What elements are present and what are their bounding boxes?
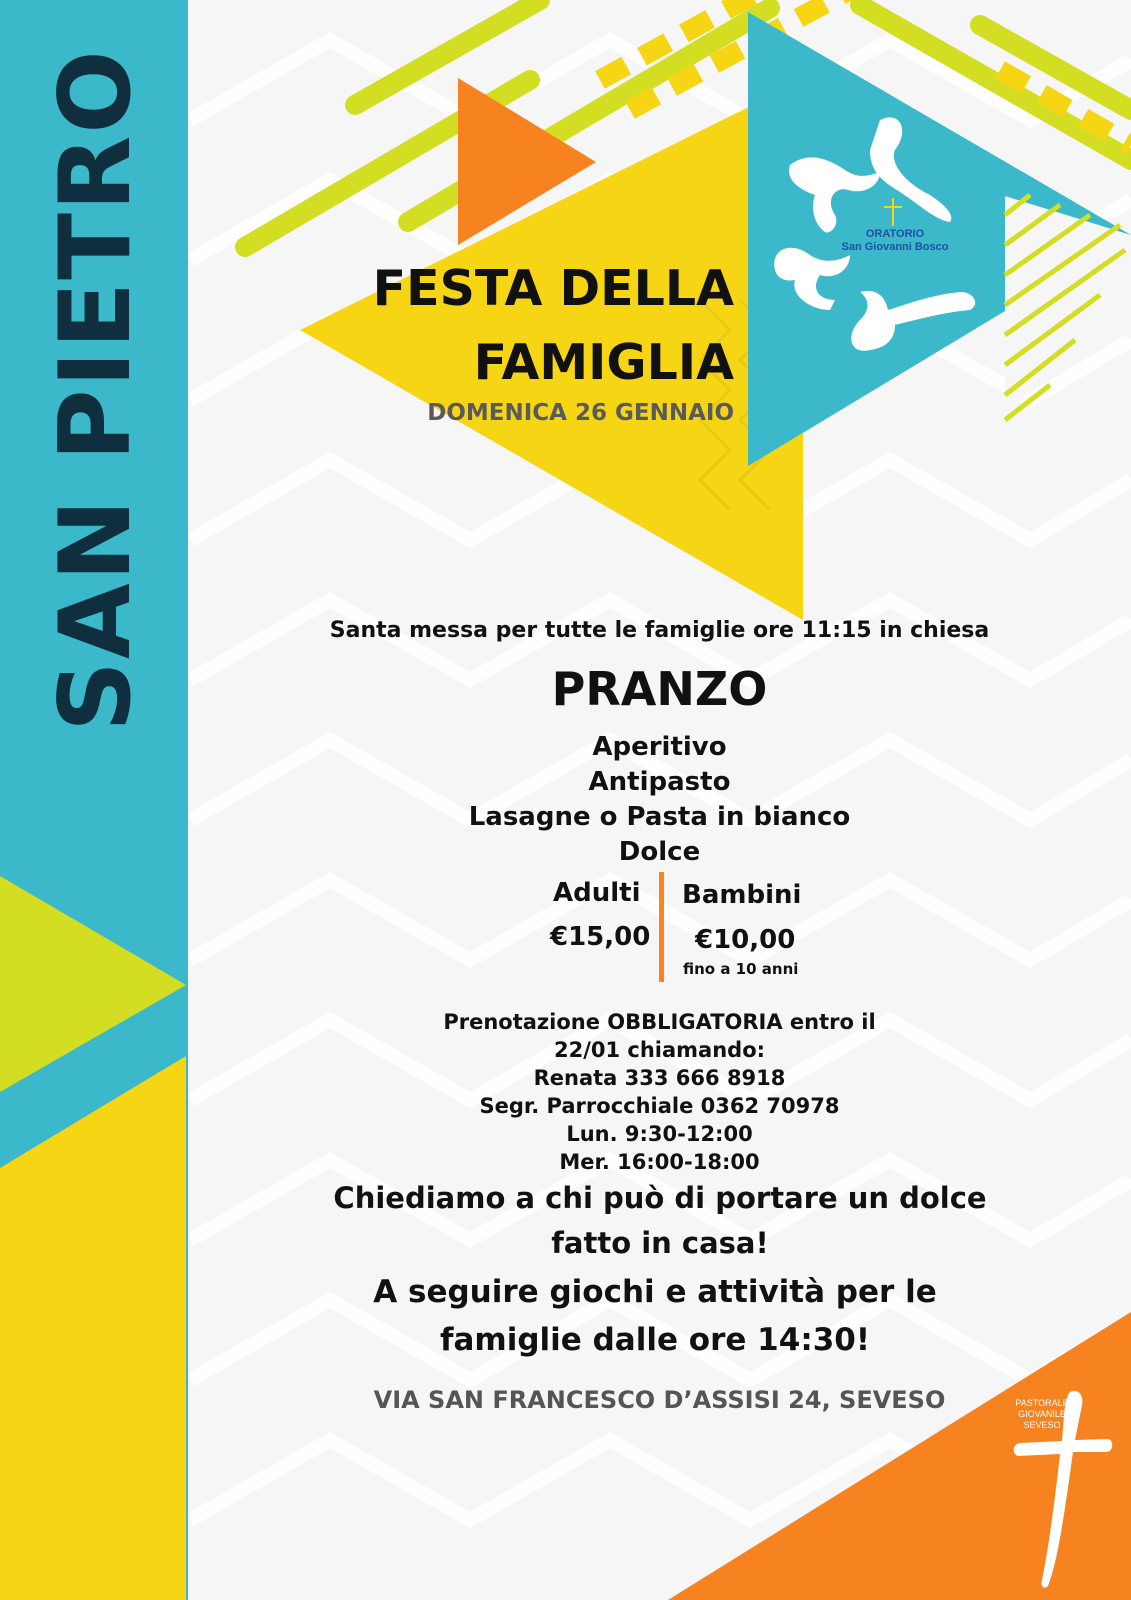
sidebar-title: SAN PIETRO [39, 48, 153, 732]
event-date: DOMENICA 26 GENNAIO [427, 400, 734, 426]
address: VIA SAN FRANCESCO D’ASSISI 24, SEVESO [373, 1386, 946, 1414]
menu-list [188, 730, 1131, 870]
booking-line: Mer. 16:00-18:00 [559, 1150, 760, 1174]
event-title [373, 252, 734, 400]
children-price: €10,00 [695, 925, 796, 955]
striped-triangle [1005, 195, 1131, 425]
title-line-1: FESTA DELLA [372, 260, 734, 317]
menu-item: Antipasto [588, 767, 731, 797]
oratorio-logo-text [820, 228, 970, 254]
pastorale-line: GIOVANILE [1018, 1409, 1066, 1419]
menu-item: Lasagne o Pasta in bianco [468, 802, 851, 832]
booking-line: Prenotazione OBBLIGATORIA entro il [443, 1010, 876, 1034]
mass-info: Santa messa per tutte le famiglie ore 11:15 in chiesa [329, 618, 990, 643]
adults-label: Adulti [553, 878, 641, 908]
pastorale-logo-text [1012, 1398, 1072, 1431]
booking-line: Segr. Parrocchiale 0362 70978 [479, 1094, 840, 1118]
children-note: fino a 10 anni [683, 960, 799, 978]
pastorale-line: SEVESO [1023, 1420, 1061, 1430]
games-info: A seguire giochi e attività per le famiglie dalle ore 14:30! [373, 1274, 937, 1358]
pastorale-line: PASTORALE [1015, 1398, 1069, 1408]
title-line-2: FAMIGLIA [473, 334, 734, 391]
dessert-request: Chiediamo a chi può di portare un dolce fatto in casa! [333, 1181, 987, 1260]
children-label: Bambini [682, 880, 802, 910]
booking-info [188, 1008, 1131, 1176]
booking-line: Lun. 9:30-12:00 [566, 1122, 753, 1146]
logo-line-2: San Giovanni Bosco [841, 241, 949, 253]
booking-line: 22/01 chiamando: [553, 1038, 766, 1062]
price-divider [659, 872, 664, 982]
booking-line: Renata 333 666 8918 [533, 1066, 786, 1090]
adults-price: €15,00 [550, 922, 651, 952]
lunch-title: PRANZO [551, 662, 768, 716]
menu-item: Dolce [618, 837, 701, 867]
logo-line-1: ORATORIO [865, 228, 925, 240]
menu-item: Aperitivo [592, 732, 727, 762]
